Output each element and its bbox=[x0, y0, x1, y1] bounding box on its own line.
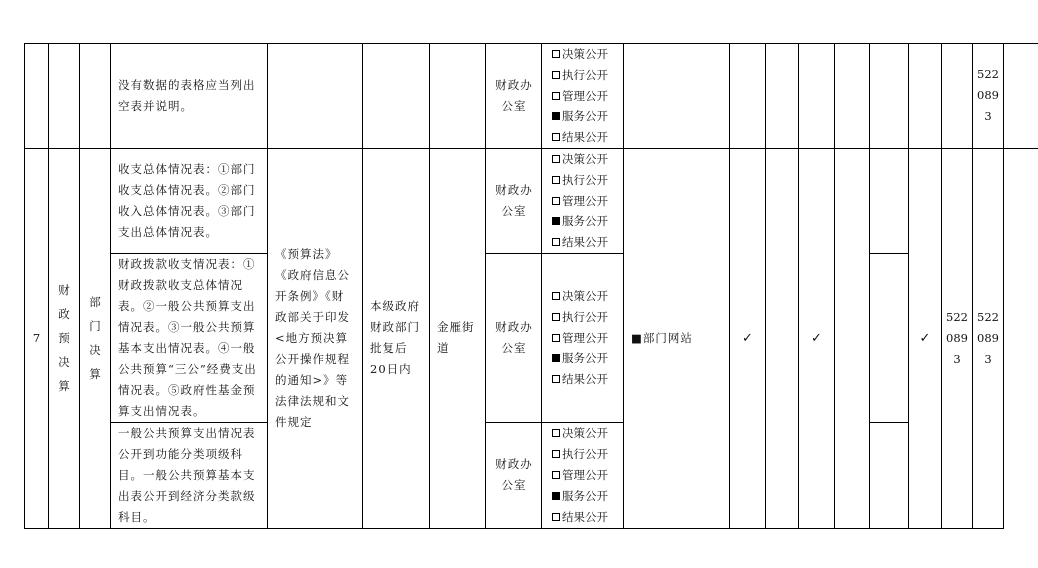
category-cell: 财政预决算 bbox=[58, 283, 70, 394]
check-mark-icon: ✓ bbox=[799, 148, 835, 528]
disclosure-options: 决策公开 执行公开 管理公开 服务公开 结果公开 bbox=[542, 253, 624, 422]
checkbox-checked-icon bbox=[552, 492, 560, 500]
checkbox-icon bbox=[552, 292, 560, 300]
checkbox-checked-icon bbox=[552, 354, 560, 362]
checkbox-icon bbox=[552, 375, 560, 383]
disclosure-options: 决策公开 执行公开 管理公开 服务公开 结果公开 bbox=[542, 44, 624, 149]
checkbox-icon bbox=[552, 238, 560, 246]
content-cell: 没有数据的表格应当列出空表并说明。 bbox=[111, 44, 268, 149]
checkbox-icon bbox=[552, 176, 560, 184]
checkbox-checked-icon bbox=[552, 112, 560, 120]
code-cell: 5220893 bbox=[977, 309, 999, 366]
checkbox-icon bbox=[552, 313, 560, 321]
checkbox-icon bbox=[552, 133, 560, 141]
checkbox-icon bbox=[552, 513, 560, 521]
content-cell: 收支总体情况表：①部门收支总体情况表。②部门收入总体情况表。③部门支出总体情况表。 bbox=[111, 148, 268, 253]
checkbox-checked-icon bbox=[552, 217, 560, 225]
checkbox-icon bbox=[552, 197, 560, 205]
checkbox-icon bbox=[552, 155, 560, 163]
row-number: 7 bbox=[25, 148, 49, 528]
dept-cell: 财政办公室 bbox=[486, 148, 542, 253]
basis-cell: 《预算法》《政府信息公开条例》《财政部关于印发<地方预决算公开操作规程的通知>》等法律法规和文件规定 bbox=[268, 148, 363, 528]
disclosure-table bbox=[24, 43, 1038, 529]
checkbox-icon bbox=[552, 429, 560, 437]
code-cell: 5220893 bbox=[946, 309, 968, 366]
table-row bbox=[25, 148, 1038, 253]
checkbox-icon bbox=[552, 92, 560, 100]
checkbox-icon bbox=[552, 71, 560, 79]
time-limit-cell: 本级政府财政部门批复后20日内 bbox=[363, 148, 430, 528]
subject-cell: 金雁街道 bbox=[430, 148, 486, 528]
subcategory-cell: 部门决算 bbox=[89, 295, 101, 382]
code-cell: 5220893 bbox=[977, 67, 999, 124]
dept-cell: 财政办公室 bbox=[486, 253, 542, 422]
checkbox-icon bbox=[552, 450, 560, 458]
content-cell: 一般公共预算支出情况表公开到功能分类项级科目。一般公共预算基本支出表公开到经济分类款级科目。 bbox=[111, 422, 268, 528]
checkbox-icon bbox=[552, 334, 560, 342]
content-cell: 财政拨款收支情况表：①财政拨款收支总体情况表。②一般公共预算支出情况表。③一般公共预算基本支出情况表。④一般公共预算“三公”经费支出情况表。⑤政府性基金预算支出情况表。 bbox=[111, 253, 268, 422]
check-mark-icon: ✓ bbox=[730, 148, 766, 528]
channel-cell: ■部门网站 bbox=[624, 148, 730, 528]
checkbox-icon bbox=[552, 50, 560, 58]
table-row bbox=[25, 253, 1038, 422]
table-row bbox=[25, 44, 1038, 149]
table-row bbox=[25, 422, 1038, 528]
checkbox-icon bbox=[552, 471, 560, 479]
dept-cell: 财政办公室 bbox=[486, 422, 542, 528]
disclosure-options: 决策公开 执行公开 管理公开 服务公开 结果公开 bbox=[542, 148, 624, 253]
check-mark-icon: ✓ bbox=[909, 148, 942, 528]
dept-cell: 财政办公室 bbox=[486, 44, 542, 149]
disclosure-options: 决策公开 执行公开 管理公开 服务公开 结果公开 bbox=[542, 422, 624, 528]
